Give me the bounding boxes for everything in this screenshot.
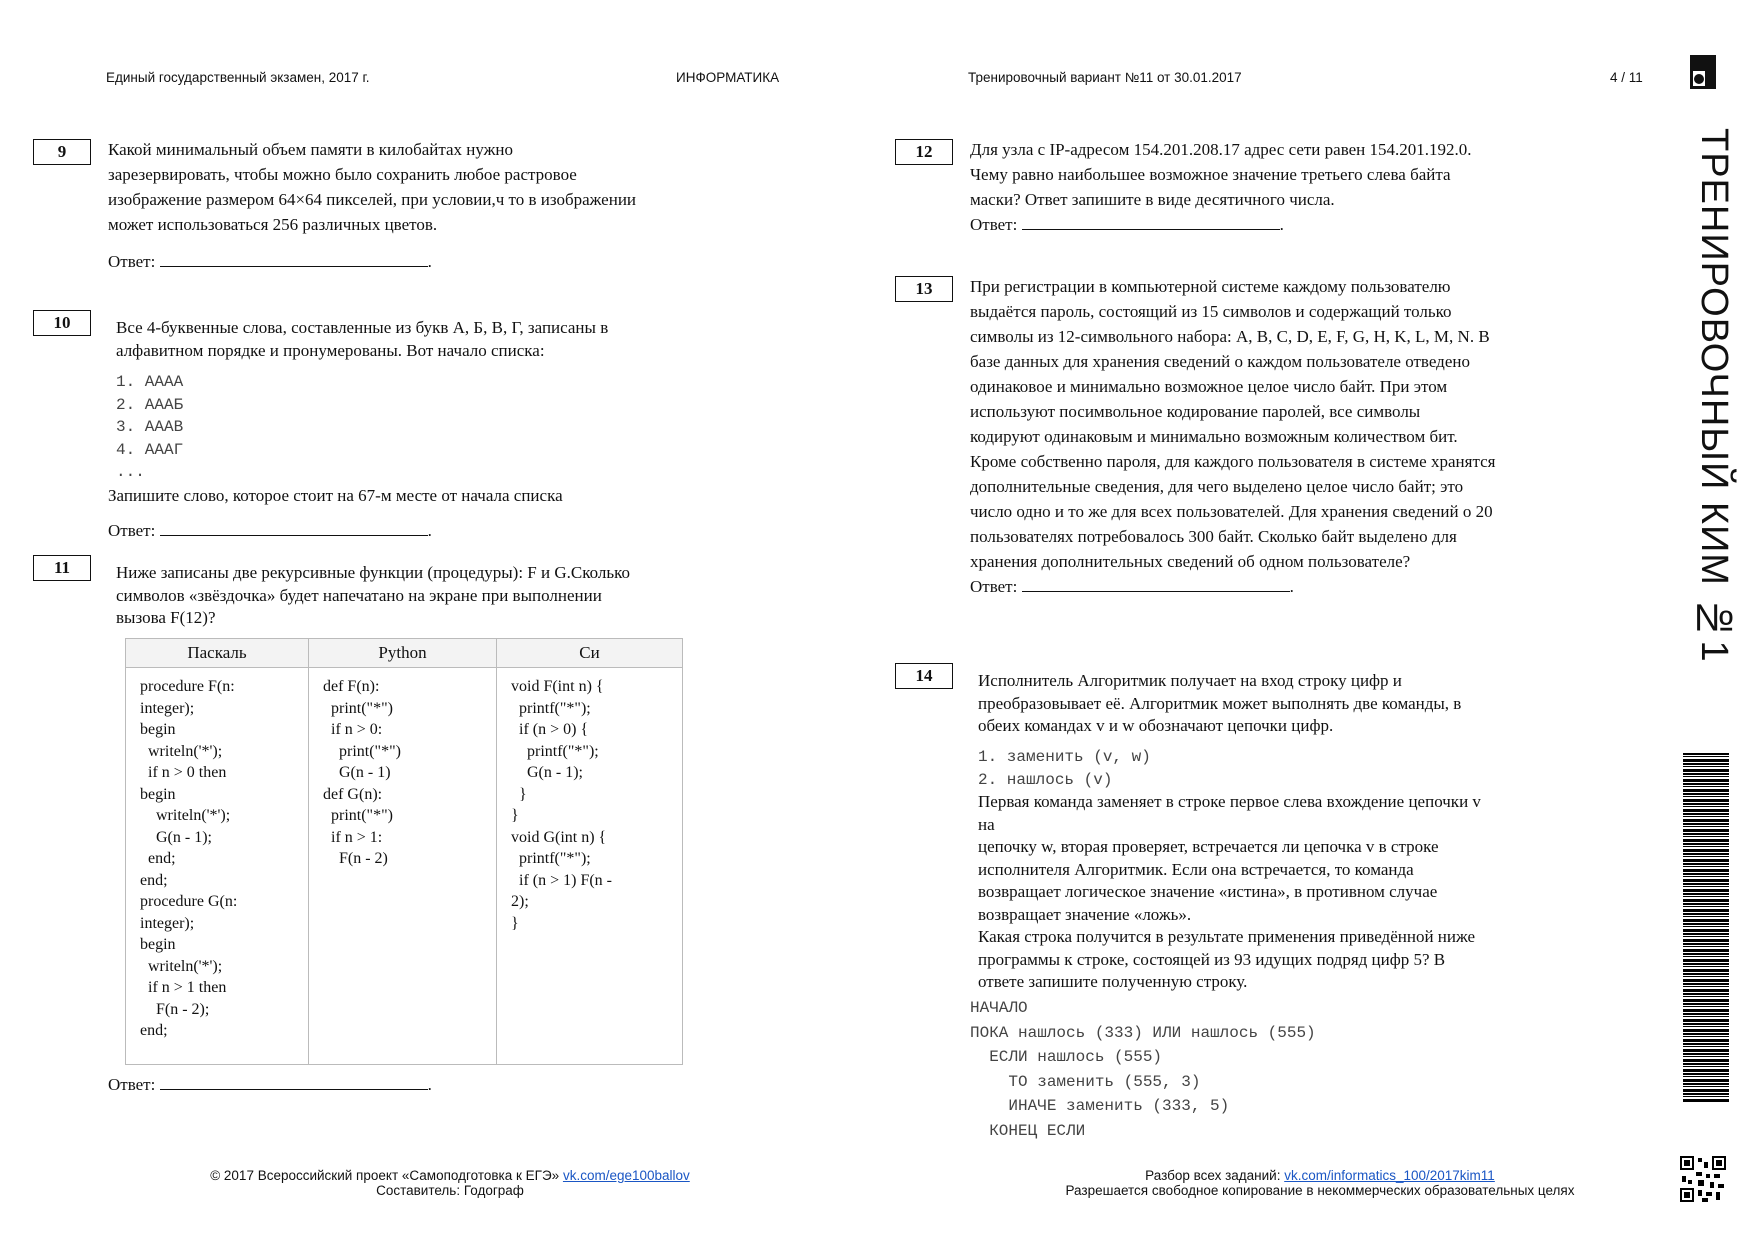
program-line: ИНАЧЕ заменить (333, 5) <box>970 1097 1230 1115</box>
question-12-text <box>970 137 1610 212</box>
c-code-line: if (n > 0) { <box>511 721 589 738</box>
footer-solutions-label: Разбор всех заданий: <box>1145 1168 1285 1183</box>
question-number-13: 13 <box>895 276 953 302</box>
q14-program <box>970 996 1316 1143</box>
c-code-line: printf("*"); <box>511 742 599 760</box>
program-line: ТО заменить (555, 3) <box>970 1072 1201 1091</box>
c-code-line: 2); <box>511 893 529 910</box>
question-number-10: 10 <box>33 310 91 336</box>
q13-line: Кроме собственно пароля, для каждого пользователя в системе хранятся <box>970 452 1496 471</box>
list-item: 1. заменить (v, w) <box>978 748 1151 766</box>
q14-line: Какая строка получится в результате применения приведённой ниже <box>978 927 1476 946</box>
q9-line: изображение размером 64×64 пикселей, при условии,ч то в изображении <box>108 190 637 209</box>
question-10-text <box>116 317 756 362</box>
c-code-line: void F(int n) { <box>511 678 604 695</box>
program-line: НАЧАЛО <box>970 999 1028 1017</box>
q9-answer-field[interactable] <box>160 250 428 267</box>
python-code <box>309 668 497 1065</box>
q10-word-list <box>116 371 183 484</box>
python-code-line: if n > 1: <box>323 828 383 846</box>
q13-line: пользователях потребовалось 300 байт. Сколько байт выделено для <box>970 527 1457 546</box>
pascal-code-line: begin <box>140 721 176 738</box>
pascal-code-line: F(n - 2); <box>140 1000 210 1018</box>
header-subject: ИНФОРМАТИКА <box>676 70 780 85</box>
q14-line: исполнителя Алгоритмик. Если она встречается, то команда <box>978 859 1414 879</box>
c-code-line: } <box>511 807 519 824</box>
q13-answer-row: Ответ: . <box>970 577 1294 596</box>
q10-line: алфавитном порядке и пронумерованы. Вот начало списка: <box>116 340 545 360</box>
sidebar-title: ТРЕНИРОВОЧНЫЙ КИМ №1 <box>1693 128 1735 663</box>
q9-line: может использоваться 256 различных цветов. <box>108 215 438 234</box>
logo-icon <box>1690 55 1716 89</box>
question-number-12: 12 <box>895 139 953 165</box>
pascal-code-line: writeln('*'); <box>140 957 223 975</box>
q14-line: Первая команда заменяет в строке первое слева вхождение цепочки v <box>978 792 1481 811</box>
python-code-line: G(n - 1) <box>323 764 391 781</box>
pascal-code-line: procedure G(n: <box>140 893 238 910</box>
answer-label: Ответ: <box>108 252 156 271</box>
c-code-line: printf("*"); <box>511 850 591 867</box>
python-code-line: print("*") <box>323 807 393 824</box>
list-item: ... <box>116 463 145 481</box>
pascal-code-line: end; <box>140 850 176 867</box>
list-item: 2. нашлось (v) <box>978 770 1113 789</box>
q13-line: кодируют одинаковым и минимально возможным количеством бит. <box>970 427 1458 446</box>
list-item: 2. АААБ <box>116 395 184 414</box>
q13-line: выдаётся пароль, состоящий из 15 символов и содержащий только <box>970 302 1452 321</box>
q11-line: вызова F(12)? <box>116 608 216 627</box>
pascal-code-line: end; <box>140 1022 168 1039</box>
q9-line: зарезервировать, чтобы можно было сохранить любое растровое <box>108 165 577 184</box>
pascal-code-line: integer); <box>140 914 195 932</box>
q10-task: Запишите слово, которое стоит на 67-м месте от начала списка <box>108 486 563 505</box>
footer-right <box>1000 1168 1640 1198</box>
q14-line: ответе запишите полученную строку. <box>978 972 1248 991</box>
c-code-line: } <box>511 914 519 932</box>
program-line: КОНЕЦ ЕСЛИ <box>970 1121 1086 1140</box>
qr-code-icon <box>1680 1156 1726 1202</box>
q13-line: хранения дополнительных сведений об одном пользователе? <box>970 552 1411 571</box>
pascal-code-line: end; <box>140 871 168 889</box>
footer-author: Составитель: Годограф <box>376 1183 524 1198</box>
pascal-code-line: writeln('*'); <box>140 742 223 760</box>
q14-line: возвращает логическое значение «истина», в противном случае <box>978 882 1438 901</box>
q11-answer-field[interactable] <box>160 1073 428 1090</box>
c-code-line: void G(int n) { <box>511 828 607 846</box>
python-code-line: def G(n): <box>323 785 383 803</box>
q12-line: маски? Ответ запишите в виде десятичного числа. <box>970 190 1335 209</box>
header-page-number: 4 / 11 <box>1610 70 1643 85</box>
q9-line: Какой минимальный объем памяти в килобайтах нужно <box>108 140 514 159</box>
question-13-text <box>970 274 1610 574</box>
question-number-9: 9 <box>33 139 91 165</box>
q14-line: преобразовывает её. Алгоритмик может выполнять две команды, в <box>978 693 1462 713</box>
header-variant: Тренировочный вариант №11 от 30.01.2017 <box>968 70 1242 85</box>
python-code-line: print("*") <box>323 699 393 717</box>
q13-line: символы из 12-символьного набора: A, B, C, D, E, F, G, H, K, L, M, N. В <box>970 327 1490 346</box>
program-line: ЕСЛИ нашлось (555) <box>970 1048 1163 1066</box>
answer-label: Ответ: <box>108 1075 156 1094</box>
list-item: 1. АААА <box>116 373 184 391</box>
pascal-code <box>126 668 309 1065</box>
q14-line: обеих командах v и w обозначают цепочки цифр. <box>978 716 1334 735</box>
footer-license: Разрешается свободное копирование в некоммерческих образовательных целях <box>1065 1183 1575 1198</box>
question-number-14: 14 <box>895 663 953 689</box>
python-code-line: if n > 0: <box>323 721 383 738</box>
answer-label: Ответ: <box>970 577 1018 596</box>
question-11-text <box>116 562 756 630</box>
barcode-icon <box>1683 753 1729 1103</box>
c-code-line: G(n - 1); <box>511 764 583 781</box>
q12-answer-field[interactable] <box>1022 213 1280 230</box>
pascal-code-line: G(n - 1); <box>140 828 212 846</box>
python-code-line: def F(n): <box>323 678 380 695</box>
col-header-pascal: Паскаль <box>126 639 309 668</box>
pascal-code-line: procedure F(n: <box>140 678 235 695</box>
question-9-text <box>108 137 748 237</box>
q10-answer-row: Ответ: . <box>108 521 432 540</box>
c-code-line: } <box>511 785 527 803</box>
col-header-python: Python <box>309 639 497 668</box>
question-14-desc <box>978 791 1618 994</box>
pascal-code-line: if n > 1 then <box>140 979 227 996</box>
header-exam-title: Единый государственный экзамен, 2017 г. <box>106 70 370 85</box>
q9-answer-row: Ответ: . <box>108 252 432 271</box>
list-item: 4. АААГ <box>116 440 184 459</box>
q11-line: Ниже записаны две рекурсивные функции (процедуры): F и G.Сколько <box>116 563 631 582</box>
c-code-line: printf("*"); <box>511 699 591 717</box>
footer-project-link[interactable]: vk.com/ege100ballov <box>562 1168 690 1183</box>
footer-left <box>120 1168 780 1198</box>
q12-answer-row: Ответ: . <box>970 215 1284 234</box>
q11-code-table <box>125 638 683 1065</box>
pascal-code-line: if n > 0 then <box>140 764 227 781</box>
q13-line: дополнительные сведения, для чего выделено целое число байт; это <box>970 477 1464 496</box>
footer-solutions-link[interactable]: vk.com/informatics_100/2017kim11 <box>1284 1168 1495 1183</box>
q13-line: При регистрации в компьютерной системе каждому пользователю <box>970 277 1451 296</box>
q10-line: Все 4-буквенные слова, составленные из букв А, Б, В, Г, записаны в <box>116 318 609 337</box>
q12-line: Для узла с IP-адресом 154.201.208.17 адрес сети равен 154.201.192.0. <box>970 140 1472 159</box>
q12-line: Чему равно наибольшее возможное значение третьего слева байта <box>970 165 1451 184</box>
q11-answer-row: Ответ: . <box>108 1075 432 1094</box>
q13-line: используют посимвольное кодирование паролей, все символы <box>970 402 1421 421</box>
q13-line: базе данных для хранения сведений о каждом пользователе отведено <box>970 352 1470 371</box>
question-number-11: 11 <box>33 555 91 581</box>
program-line: ПОКА нашлось (333) ИЛИ нашлось (555) <box>970 1023 1316 1042</box>
pascal-code-line: writeln('*'); <box>140 807 231 824</box>
q14-line: программы к строке, состоящей из 93 идущих подряд цифр 5? В <box>978 949 1446 969</box>
q14-line: Исполнитель Алгоритмик получает на вход строку цифр и <box>978 671 1402 690</box>
q14-line: возвращает значение «ложь». <box>978 904 1192 924</box>
answer-label: Ответ: <box>970 215 1018 234</box>
answer-label: Ответ: <box>108 521 156 540</box>
col-header-c: Си <box>497 639 683 668</box>
list-item: 3. АААВ <box>116 418 184 436</box>
q13-line: одинаковое и минимально возможное целое число байт. При этом <box>970 377 1448 396</box>
q14-line: на <box>978 814 995 834</box>
q14-line: цепочку w, вторая проверяет, встречается ли цепочка v в строке <box>978 837 1439 856</box>
q11-line: символов «звёздочка» будет напечатано на экране при выполнении <box>116 585 602 605</box>
pascal-code-line: integer); <box>140 699 195 717</box>
q13-line: число одно и то же для всех пользователей. Для хранения сведений о 20 <box>970 502 1493 521</box>
c-code <box>497 668 683 1065</box>
q13-answer-field[interactable] <box>1022 575 1290 592</box>
q10-answer-field[interactable] <box>160 519 428 536</box>
python-code-line: F(n - 2) <box>323 850 388 867</box>
q14-commands <box>978 746 1151 791</box>
python-code-line: print("*") <box>323 742 401 760</box>
c-code-line: if (n > 1) F(n - <box>511 871 613 889</box>
footer-copyright: © 2017 Всероссийский проект «Самоподготовка к ЕГЭ» <box>210 1168 563 1183</box>
pascal-code-line: begin <box>140 936 176 953</box>
question-14-intro <box>978 670 1618 738</box>
pascal-code-line: begin <box>140 785 176 803</box>
